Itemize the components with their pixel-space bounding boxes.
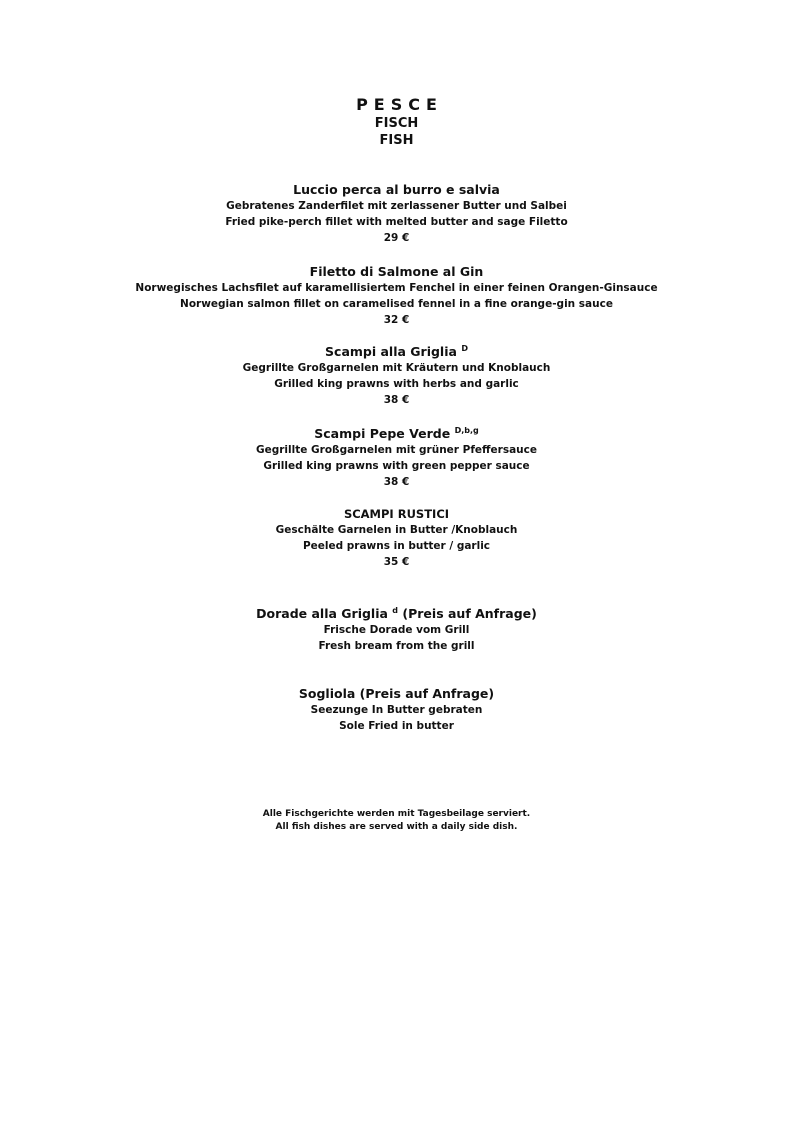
menu-item-luccio-perca <box>0 181 793 246</box>
title-italian: PESCE <box>356 95 443 114</box>
menu-item-scampi-rustici <box>0 506 793 570</box>
dish-description-english: Norwegian salmon fillet on caramelised fennel in a fine orange-gin sauce <box>180 298 613 310</box>
dish-description-german: Frische Dorade vom Grill <box>323 624 470 636</box>
dish-description-german: Seezunge In Butter gebraten <box>310 704 483 716</box>
menu-item-dorade-griglia <box>0 605 793 654</box>
dish-description-english: Peeled prawns in butter / garlic <box>302 540 491 552</box>
dish-description-english: Fresh bream from the grill <box>318 640 475 652</box>
dish-description-english: Grilled king prawns with green pepper sauce <box>263 460 530 472</box>
dish-name: Scampi Pepe Verde $^{D,b,g}$ <box>314 426 479 441</box>
dish-description-german: Gegrillte Großgarnelen mit grüner Pfeffersauce <box>256 444 537 456</box>
menu-item-scampi-pepe-verde <box>0 425 793 490</box>
menu-footer-note <box>0 808 793 834</box>
dish-description-german: Norwegisches Lachsfilet auf karamellisiertem Fenchel in einer feinen Orangen-Ginsauce <box>135 282 658 294</box>
menu-item-sogliola <box>0 685 793 734</box>
dish-description-english: Sole Fried in butter <box>339 720 454 732</box>
dish-name: Sogliola (Preis auf Anfrage) <box>298 686 495 701</box>
dish-name: Scampi alla Griglia $^D$ <box>325 344 468 359</box>
dish-price: 38 € <box>383 476 410 488</box>
footer-note-english: All fish dishes are served with a daily side dish. <box>275 822 518 832</box>
dish-name: Dorade alla Griglia $^d$ (Preis auf Anfrage) <box>256 606 537 621</box>
dish-price: 29 € <box>383 232 410 244</box>
dish-description-german: Geschälte Garnelen in Butter /Knoblauch <box>275 524 518 536</box>
dish-price: 35 € <box>383 556 410 568</box>
footer-note-german: Alle Fischgerichte werden mit Tagesbeilage serviert. <box>262 809 531 819</box>
dish-name: Filetto di Salmone al Gin <box>309 264 484 279</box>
allergen-codes: D,b,g <box>454 426 479 435</box>
menu-item-scampi-griglia <box>0 343 793 408</box>
title-english: FISH <box>379 133 414 148</box>
menu-header <box>0 95 793 149</box>
dish-name: SCAMPI RUSTICI <box>343 507 450 521</box>
dish-price: 38 € <box>383 394 410 406</box>
dish-description-english: Grilled king prawns with herbs and garlic <box>274 378 519 390</box>
allergen-codes: D <box>461 344 468 353</box>
title-german: FISCH <box>374 116 419 131</box>
dish-description-english: Fried pike-perch fillet with melted butter and sage Filetto <box>225 216 568 228</box>
allergen-codes: d <box>392 606 399 615</box>
dish-description-german: Gegrillte Großgarnelen mit Kräutern und Knoblauch <box>242 362 551 374</box>
dish-name: Luccio perca al burro e salvia <box>293 182 500 197</box>
dish-price: 32 € <box>383 314 410 326</box>
menu-item-filetto-salmone <box>0 263 793 328</box>
dish-description-german: Gebratenes Zanderfilet mit zerlassener Butter und Salbei <box>226 200 567 212</box>
